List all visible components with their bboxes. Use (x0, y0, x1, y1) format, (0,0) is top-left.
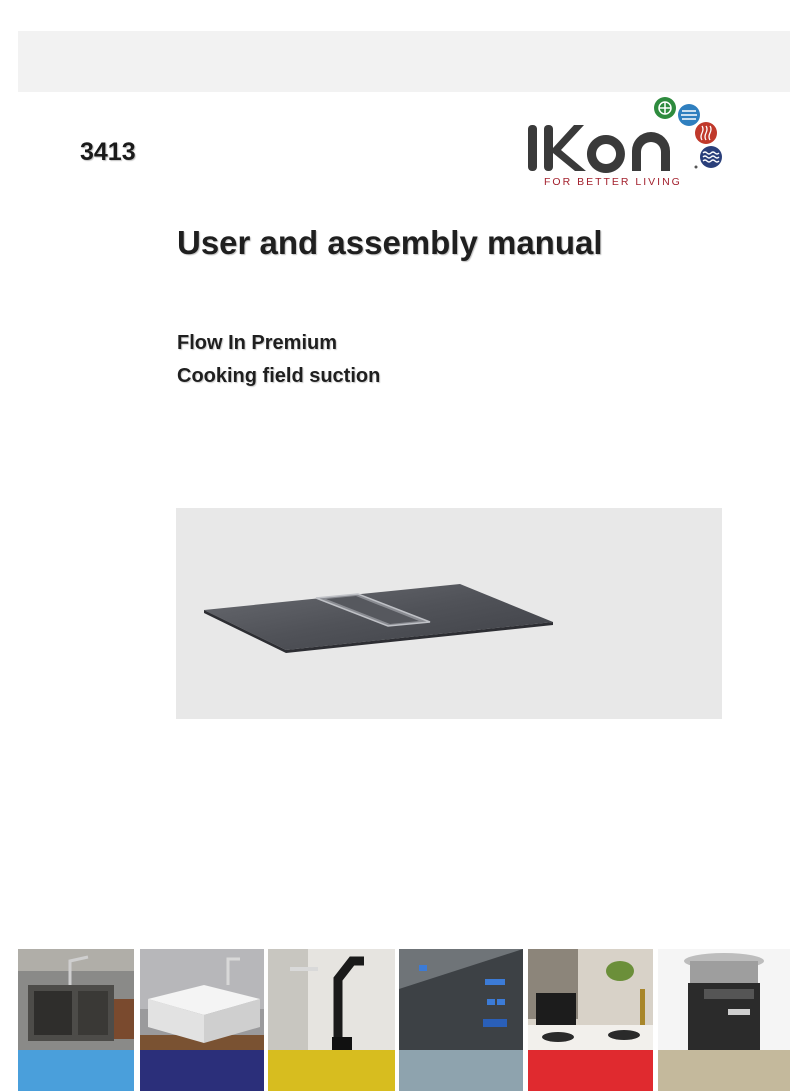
bathroom-basin-photo (140, 949, 264, 1050)
document-title: User and assembly manual (177, 224, 603, 261)
product-name: Flow In Premium (177, 332, 338, 354)
product-description: Cooking field suction (177, 365, 381, 387)
cooker-hood-photo (399, 949, 523, 1050)
category-color-bar (18, 1050, 134, 1091)
category-color-bar (658, 1050, 790, 1091)
category-tile-disposers (658, 949, 790, 1091)
category-tile-faucets (268, 949, 395, 1091)
category-tile-basins (140, 949, 264, 1091)
category-color-bar (140, 1050, 264, 1091)
logo-tagline: FOR BETTER LIVING (544, 176, 682, 188)
food-waste-disposer-photo (658, 949, 790, 1050)
category-color-bar (399, 1050, 523, 1091)
category-tile-hoods (399, 949, 523, 1091)
category-color-bar (268, 1050, 395, 1091)
category-color-bar (528, 1050, 653, 1091)
model-number: 3413 (80, 138, 136, 166)
category-tile-sinks (18, 949, 134, 1091)
gas-hob-photo (528, 949, 653, 1050)
kitchen-faucet-photo (268, 949, 395, 1050)
category-tile-hobs (528, 949, 653, 1091)
product-photo (176, 508, 722, 719)
kitchen-sink-photo (18, 949, 134, 1050)
logo-wordmark (528, 125, 670, 173)
header-band (18, 31, 790, 92)
ikon-logo (524, 95, 729, 190)
